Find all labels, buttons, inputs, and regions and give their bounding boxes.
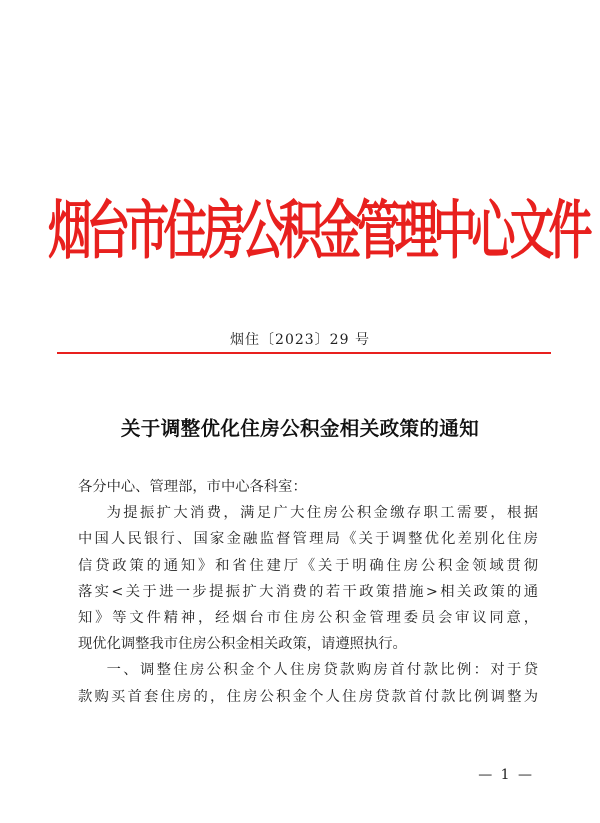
document-number: 烟住〔2023〕29 号 [230,332,370,348]
notice-title: 关于调整优化住房公积金相关政策的通知 [120,417,480,440]
body-line: 款购买首套住房的，住房公积金个人住房贷款首付款比例调整为 [78,688,538,705]
body-line: 信贷政策的通知》和省住建厅《关于明确住房公积金领域贯彻 [78,557,538,574]
body-line: 一、调整住房公积金个人住房贷款购房首付款比例：对于贷 [106,662,538,679]
red-separator-line [57,352,551,354]
page-number: — 1 — [478,767,534,783]
body-line: 落实<关于进一步提振扩大消费的若干政策措施>相关政策的通 [78,583,538,600]
masthead-title: 烟台市住房公积金管理中心文件 [48,194,587,269]
document-body [78,474,538,710]
body-line: 中国人民银行、国家金融监督管理局《关于调整优化差别化住房 [78,531,538,548]
body-line: 现优化调整我市住房公积金相关政策，请遵照执行。 [78,636,407,653]
body-line: 为提振扩大消费，满足广大住房公积金缴存职工需要，根据 [106,505,538,522]
body-line: 知》等文件精神，经烟台市住房公积金管理委员会审议同意， [78,610,538,627]
salutation: 各分中心、管理部，市中心各科室： [78,479,307,495]
